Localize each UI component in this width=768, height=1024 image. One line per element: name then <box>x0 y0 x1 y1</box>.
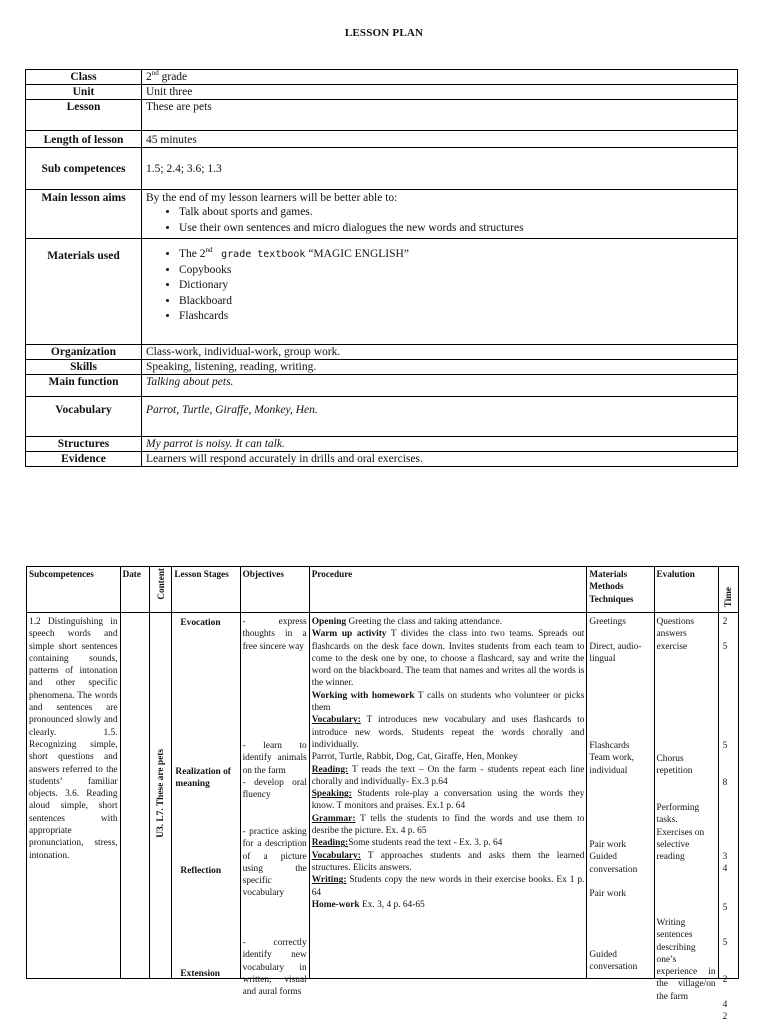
evidence-value: Learners will respond accurately in drills and oral exercises. <box>142 452 738 467</box>
header-materials: Materials Methods Techniques <box>587 567 654 613</box>
procedure-step: Grammar: T tells the students to find the words and use them to desribe the picture. Ex. 4 p. 65 <box>311 813 585 837</box>
info-row-lesson <box>26 100 738 131</box>
time-value: 3 <box>722 852 728 862</box>
time-value: 5 <box>722 938 728 948</box>
info-row-aims <box>26 190 738 239</box>
material-item: • Blackboard <box>179 294 733 310</box>
method-item: Guided conversation <box>589 950 638 973</box>
lesson-label: Lesson <box>26 100 142 131</box>
time-value: 5 <box>722 642 728 652</box>
procedure-step: Reading: T reads the text – On the farm - students repeat each line chorally and individually- Ex.3 p.64 <box>311 764 585 787</box>
header-subcompetences: Subcompetences <box>27 567 121 613</box>
objective-item: - practice asking for a description of a picture using the specific vocabulary <box>242 827 307 899</box>
method-item: Direct, audio-lingual <box>589 642 642 665</box>
length-label: Length of lesson <box>26 131 142 148</box>
info-row-subcomp <box>26 148 738 190</box>
date-cell <box>120 613 149 979</box>
procedure-step: Parrot, Turtle, Rabbit, Dog, Cat, Giraffe, Hen, Monkey <box>311 752 518 763</box>
aim-item: • Talk about sports and games. <box>179 205 733 221</box>
materials-value <box>142 239 738 345</box>
stage-reflection: Reflection <box>180 866 222 876</box>
time-value: 2 <box>722 1012 728 1022</box>
info-row-evidence <box>26 452 738 467</box>
material-item: • Copybooks <box>179 263 733 279</box>
procedure-header-row <box>27 567 739 613</box>
evaluation-item: Chorus repetition <box>656 754 693 777</box>
objective-item: - express thoughts in a free sincere way <box>242 617 307 652</box>
procedure-step: Reading:Some students read the text - Ex. 3. p. 64 <box>311 838 503 849</box>
document-title: LESSON PLAN <box>344 27 424 39</box>
aims-intro: By the end of my lesson learners will be better able to: <box>146 192 398 204</box>
organization-value: Class-work, individual-work, group work. <box>142 345 738 360</box>
time-value: 2 <box>722 975 728 985</box>
method-item: Pair work <box>589 889 627 899</box>
procedure-step: Vocabulary: T introduces new vocabulary and uses flashcards to introduce new words. Students repeat the words chorally and individually. <box>311 715 585 750</box>
objective-item: - learn to identify animals on the farm <box>242 741 307 776</box>
function-label: Main function <box>26 375 142 397</box>
objectives-cell <box>240 613 309 998</box>
subcompetences-cell: 1.2 Distinguishing in speech words and simple short sentences containing sounds, patterns of intonation and other specific phenomena. The words and sentences are pronounced slowly and clearly. 1.5. Recognizing simple, short questions and answers referred to the students’ familiar objects. 3.6. Reading aloud simple, short sentences with appropriate pronunciation, stress, intonation. <box>27 613 121 979</box>
skills-value: Speaking, listening, reading, writing. <box>142 360 738 375</box>
header-procedure: Procedure <box>309 567 587 613</box>
material-item: • Flashcards <box>179 309 733 325</box>
function-value: Talking about pets. <box>142 375 738 397</box>
header-date: Date <box>120 567 149 613</box>
lesson-value: These are pets <box>142 100 738 131</box>
procedure-step: Vocabulary: T approaches students and asks them the learned structures. Elicits answers. <box>311 850 585 873</box>
procedure-cell <box>309 613 587 979</box>
procedure-step: Working with homework T calls on students who volunteer or picks them <box>311 690 585 714</box>
lesson-procedure-table <box>26 566 739 1022</box>
method-item: Greetings <box>589 617 626 627</box>
time-value: 4 <box>722 1000 728 1010</box>
stage-realization: Realization of meaning <box>175 767 231 789</box>
stages-cell <box>172 613 240 979</box>
material-item: • Dictionary <box>179 278 733 294</box>
materials-list <box>146 247 733 325</box>
aims-list <box>146 205 733 236</box>
subcomp-value: 1.5; 2.4; 3.6; 1.3 <box>142 148 738 190</box>
info-row-vocabulary <box>26 397 738 437</box>
aims-label: Main lesson aims <box>26 190 142 239</box>
header-lesson-stages: Lesson Stages <box>172 567 240 613</box>
vocabulary-value: Parrot, Turtle, Giraffe, Monkey, Hen. <box>142 397 738 437</box>
header-content: Content <box>150 567 172 613</box>
time-value: 4 <box>722 864 728 874</box>
aim-item: • Use their own sentences and micro dialogues the new words and structures <box>179 221 733 237</box>
info-row-materials <box>26 239 738 345</box>
class-value: 2nd grade <box>142 70 738 85</box>
skills-label: Skills <box>26 360 142 375</box>
info-row-function <box>26 375 738 397</box>
evaluation-cell <box>654 613 718 1002</box>
procedure-step: Writing: Students copy the new words in their exercise books. Ex 1 p. 64 <box>311 875 585 898</box>
evaluation-item: Writing sentences describing one’s experience in the village/on the farm <box>656 918 716 1002</box>
time-cell <box>718 613 738 1022</box>
procedure-step: Home-work Ex. 3, 4 p. 64-65 <box>311 899 425 910</box>
unit-value: Unit three <box>142 85 738 100</box>
method-item: Pair work Guided conversation <box>589 840 638 875</box>
aims-value <box>142 190 738 239</box>
time-value: 5 <box>722 741 728 751</box>
time-value: 8 <box>722 778 728 788</box>
subcomp-label: Sub competences <box>26 148 142 190</box>
info-row-length <box>26 131 738 148</box>
objective-item: - correctly identify new vocabulary in written, visual and aural forms <box>242 938 307 998</box>
time-value: 5 <box>722 903 728 913</box>
info-row-skills <box>26 360 738 375</box>
content-cell: U3. L7. These are pets <box>150 613 172 979</box>
procedure-step: Speaking: Students role-play a conversation using the words they know. T monitors and praises. Ex.1 p. 64 <box>311 789 585 812</box>
objective-item: - develop oral fluency <box>242 778 307 801</box>
procedure-step: Opening Greeting the class and taking attendance. <box>311 617 503 627</box>
structures-label: Structures <box>26 437 142 452</box>
info-row-unit <box>26 85 738 100</box>
procedure-body-row <box>27 613 739 979</box>
unit-label: Unit <box>26 85 142 100</box>
info-row-class <box>26 70 738 85</box>
info-row-structures <box>26 437 738 452</box>
organization-label: Organization <box>26 345 142 360</box>
header-objectives: Objectives <box>240 567 309 613</box>
time-value: 2 <box>722 617 728 627</box>
length-value: 45 minutes <box>142 131 738 148</box>
method-item: Flashcards Team work, individual <box>589 741 635 776</box>
procedure-step: Warm up activity T divides the class into two teams. Spreads out flashcards on the desk face down. Invites students from each team to come to the desk one by one, to choose a flashcard, say and write the word on the blackboard. The team that names and writes all the words is the winner. <box>311 629 585 689</box>
info-row-organization <box>26 345 738 360</box>
evidence-label: Evidence <box>26 452 142 467</box>
materials-label: Materials used <box>26 239 142 345</box>
material-item-textbook: • The 2nd grade textbook “MAGIC ENGLISH” <box>179 247 733 263</box>
header-evaluation: Evalution <box>654 567 718 613</box>
stage-evocation: Evocation <box>180 618 221 628</box>
materials-methods-cell <box>587 613 654 979</box>
evaluation-item: Questions answers exercise <box>656 617 695 652</box>
vocabulary-label: Vocabulary <box>26 397 142 437</box>
lesson-info-table <box>25 69 738 467</box>
stage-extension: Extension <box>180 969 221 979</box>
header-time: Time <box>718 567 738 613</box>
class-label: Class <box>26 70 142 85</box>
evaluation-item: Performing tasks. Exercises on selective reading <box>656 803 705 863</box>
structures-value: My parrot is noisy. It can talk. <box>142 437 738 452</box>
